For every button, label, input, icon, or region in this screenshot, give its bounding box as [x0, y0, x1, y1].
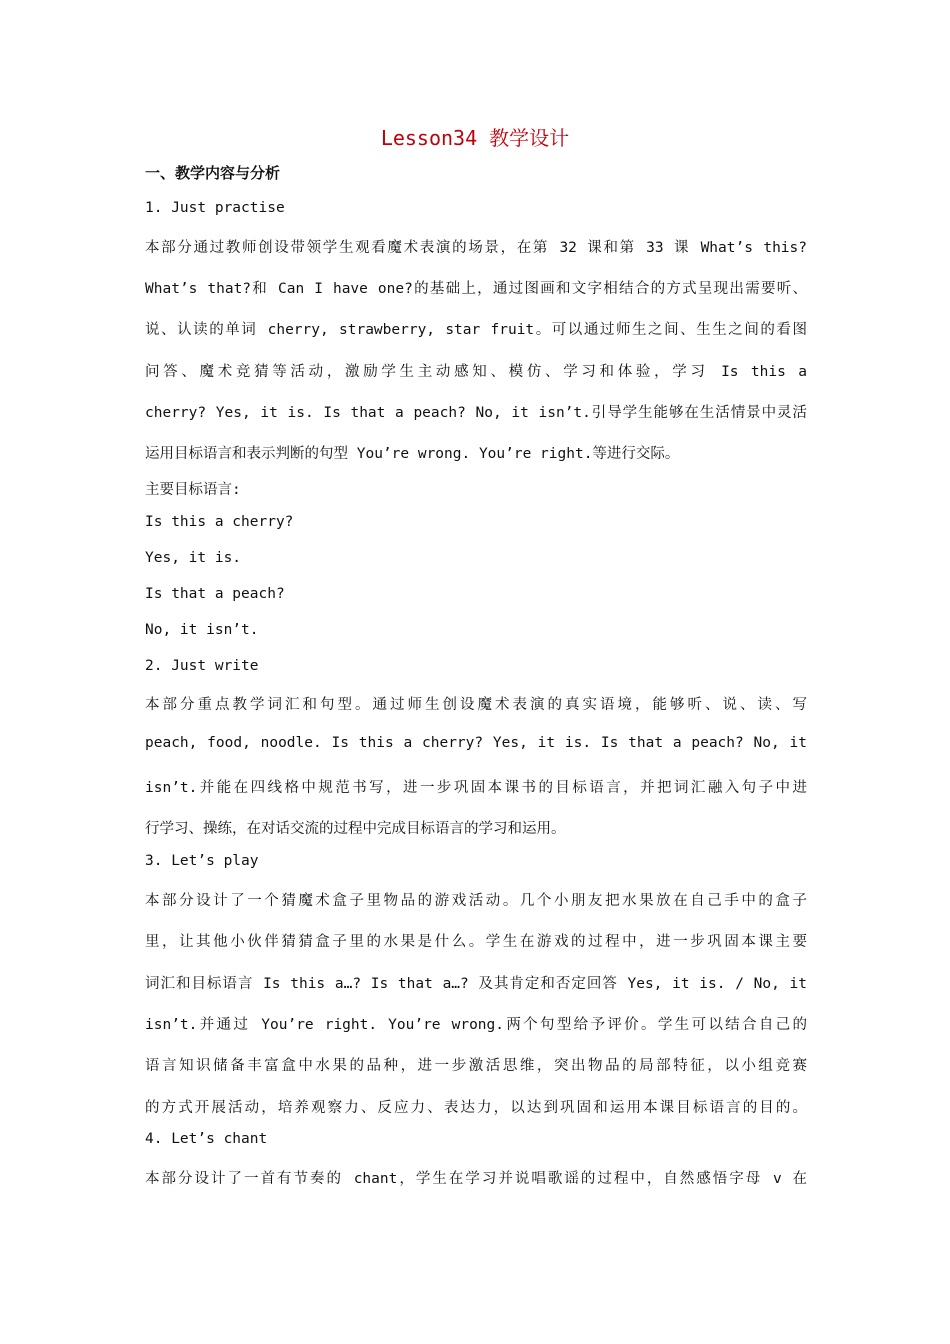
paragraph-line: 本部分设计了一首有节奏的 chant，学生在学习并说唱歌谣的过程中，自然感悟字母 v 在	[145, 1171, 807, 1187]
paragraph-line: 本部分重点教学词汇和句型。通过师生创设魔术表演的真实语境，能够听、说、读、写	[145, 697, 807, 713]
example-sentence: Is that a peach?	[145, 586, 285, 602]
paragraph-line: 的方式开展活动，培养观察力、反应力、表达力，以达到巩固和运用本课目标语言的目的。	[145, 1100, 807, 1116]
subsection-heading: 1. Just practise	[145, 200, 285, 216]
document-title: Lesson34 教学设计	[380, 126, 570, 150]
paragraph-line: 行学习、操练，在对话交流的过程中完成目标语言的学习和运用。	[145, 821, 566, 837]
paragraph-line: 语言知识储备丰富盒中水果的品种，进一步激活思维，突出物品的局部特征，以小组竞赛	[145, 1058, 807, 1074]
paragraph-line: 主要目标语言:	[145, 482, 241, 498]
paragraph-line: 本部分通过教师创设带领学生观看魔术表演的场景，在第 32 课和第 33 课 What’s this?	[145, 240, 807, 256]
subsection-heading: 2. Just write	[145, 658, 259, 674]
section-heading: 一、教学内容与分析	[145, 164, 281, 182]
paragraph-line: 说、认读的单词 cherry, strawberry, star fruit。可以通过师生之间、生生之间的看图	[145, 322, 807, 338]
subsection-heading: 4. Let’s chant	[145, 1131, 268, 1147]
paragraph-line: 词汇和目标语言 Is this a…? Is that a…? 及其肯定和否定回答 Yes, it is. / No, it	[145, 976, 807, 992]
subsection-heading: 3. Let’s play	[145, 853, 259, 869]
paragraph-line: peach, food, noodle. Is this a cherry? Yes, it is. Is that a peach? No, it	[145, 735, 807, 751]
paragraph-line: 问答、魔术竞猜等活动，激励学生主动感知、模仿、学习和体验，学习 Is this a	[145, 364, 807, 380]
paragraph-line: isn’t.并通过 You’re right. You’re wrong.两个句型给予评价。学生可以结合自己的	[145, 1017, 807, 1033]
paragraph-line: 运用目标语言和表示判断的句型 You’re wrong. You’re right.等进行交际。	[145, 446, 680, 462]
example-sentence: No, it isn’t.	[145, 622, 259, 638]
paragraph-line: 本部分设计了一个猜魔术盒子里物品的游戏活动。几个小朋友把水果放在自己手中的盒子	[145, 893, 807, 909]
example-sentence: Is this a cherry?	[145, 514, 294, 530]
example-sentence: Yes, it is.	[145, 550, 242, 566]
paragraph-line: cherry? Yes, it is. Is that a peach? No, it isn’t.引导学生能够在生活情景中灵活	[145, 405, 807, 421]
paragraph-line: isn’t.并能在四线格中规范书写，进一步巩固本课书的目标语言，并把词汇融入句子中进	[145, 780, 807, 796]
paragraph-line: 里，让其他小伙伴猜猜盒子里的水果是什么。学生在游戏的过程中，进一步巩固本课主要	[145, 934, 807, 950]
paragraph-line: What’s that?和 Can I have one?的基础上，通过图画和文字相结合的方式呈现出需要听、	[145, 281, 807, 297]
